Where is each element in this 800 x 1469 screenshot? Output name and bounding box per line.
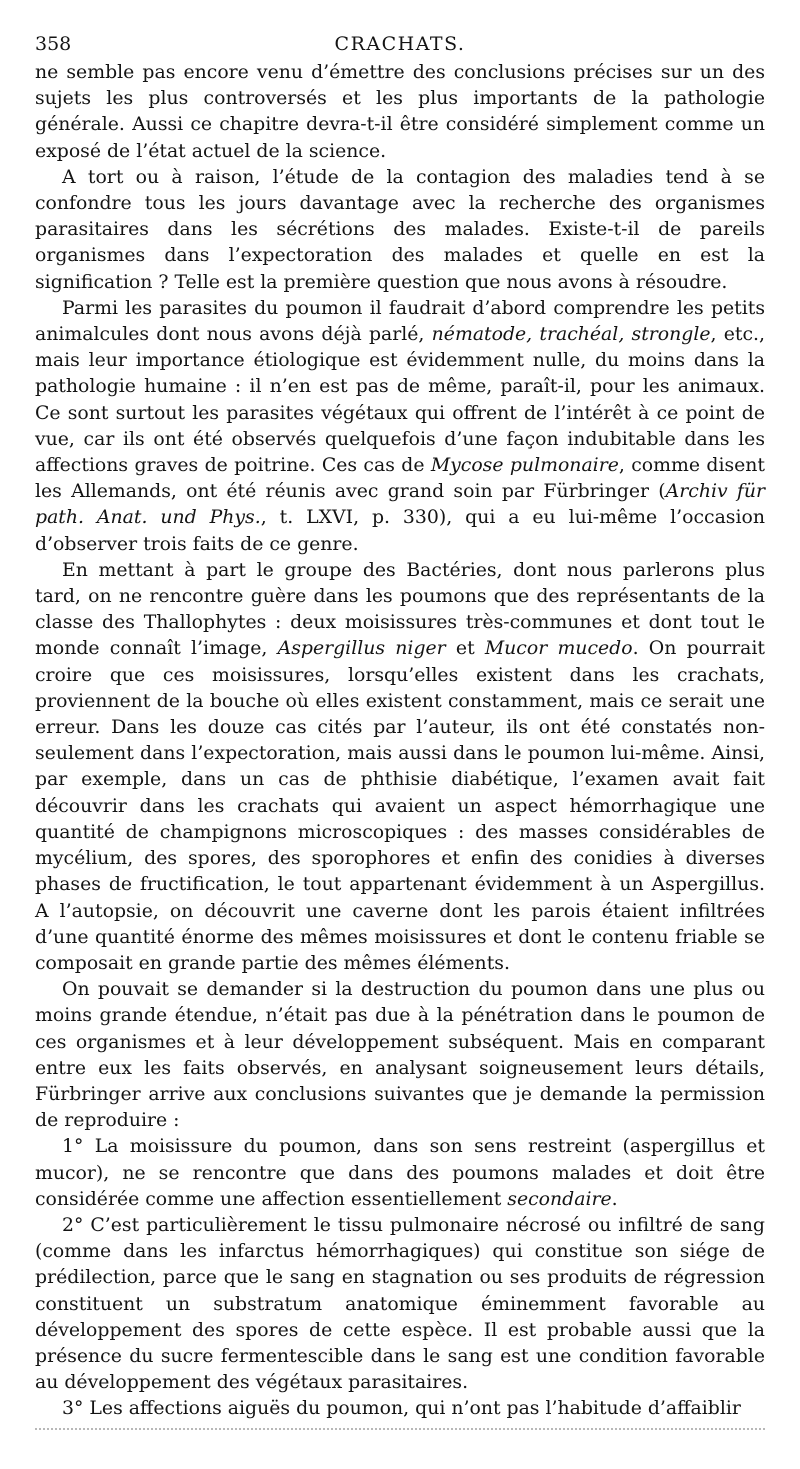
bottom-rule xyxy=(35,1428,765,1430)
page-number: 358 xyxy=(35,33,72,55)
paragraph xyxy=(35,165,765,296)
text-run: et xyxy=(445,638,485,660)
paragraph xyxy=(35,296,765,558)
paragraph xyxy=(35,1396,765,1422)
text-run: En mettant à part le groupe des Bactéries, dont nous parlerons plus tard, on ne rencontre guère dans les poumons que des représentants de la classe des Thallophytes : deux moisissures très-communes et dont tout le monde connaît l’image, xyxy=(35,559,765,660)
italic-text: secondaire xyxy=(507,1188,612,1210)
italic-text: Mucor mucedo xyxy=(484,638,633,660)
text-run: Parmi les parasites du poumon il faudrait d’abord comprendre les petits animalcules dont nous avons déjà parlé, xyxy=(35,297,765,346)
text-run: On pouvait se demander si la destruction du poumon dans une plus ou moins grande étendue, n’était pas due à la pénétration dans le poumon de ces organismes et à leur développement subséquent. Mais en comparant entre eux les faits observés, en analysant soigneusement leurs détails, Fürbringer arrive aux conclusions suivantes que je demande la permission de reproduire : xyxy=(35,979,765,1132)
italic-text: Mycose pulmonaire xyxy=(430,455,619,477)
text-run: . xyxy=(611,1188,618,1210)
text-run: 1° La moisissure du poumon, dans son sens restreint (aspergillus et mucor), ne se rencontre que dans des poumons malades et doit être considérée comme une affection essentiellement xyxy=(35,1136,765,1210)
text-run: ne semble pas encore venu d’émettre des conclusions précises sur un des sujets les plus controversés et les plus importants de la pathologie générale. Aussi ce chapitre devra-t-il être considéré simplement comme un exposé de l’état actuel de la science. xyxy=(35,62,765,162)
paragraph xyxy=(35,558,765,977)
italic-text: nématode, trachéal, strongle xyxy=(431,324,711,346)
paragraph xyxy=(35,60,765,165)
text-run: 3° Les affections aiguës du poumon, qui n’ont pas l’habitude d’affaiblir xyxy=(62,1398,741,1420)
text-run: , etc., mais leur importance étiologique est évidemment nulle, du moins dans la pathologie humaine : il n’en est pas de même, paraît-il, pour les animaux. Ce sont surtout les parasites végétaux qui offrent de l’intérêt à ce point de vue, car ils ont été observés quelquefois d’une façon indubitable dans les affections graves de poitrine. Ces cas de xyxy=(35,324,765,477)
text-run: , t. LXVI, p. 330), qui a eu lui-même l’occasion d’observer trois faits de ce genre. xyxy=(35,507,765,555)
paragraph xyxy=(35,977,765,1134)
body-text xyxy=(35,60,765,1423)
book-page xyxy=(35,28,765,1423)
text-run: A tort ou à raison, l’étude de la contagion des maladies tend à se confondre tous les jours davantage avec la recherche des organismes parasitaires dans les sécrétions des malades. Existe-t-il de pareils organismes dans l’expectoration des malades et quelle en est la signification ? Telle est la première question que nous avons à résoudre. xyxy=(35,166,765,293)
text-run: 2° C’est particulièrement le tissu pulmonaire nécrosé ou infiltré de sang (comme dans les infarctus hémorrhagiques) qui constitue son siége de prédilection, parce que le sang en stagnation ou ses produits de régression constituent un substratum anatomique éminemment favorable au développement des spores de cette espèce. Il est probable aussi que la présence du sucre fermentescible dans le sang est une condition favorable au développement des végétaux parasitaires. xyxy=(35,1214,765,1394)
italic-text: Aspergillus niger xyxy=(277,638,446,660)
text-run: . On pourrait croire que ces moisissures, lorsqu’elles existent dans les crachats, proviennent de la bouche où elles existent constamment, mais ce serait une erreur. Dans les douze cas cités par l’auteur, ils ont été constatés non-seulement dans l’expectoration, mais aussi dans le poumon lui-même. Ainsi, par exemple, dans un cas de phthisie diabétique, l’examen avait fait découvrir dans les crachats qui avaient un aspect hémorrhagique une quantité de champignons microscopiques : des masses considérables de mycélium, des spores, des sporophores et enfin des conidies à diverses phases de fructification, le tout appartenant évidemment à un Aspergillus. A l’autopsie, on découvrit une caverne dont les parois étaient infiltrées d’une quantité énorme des mêmes moisissures et dont le contenu friable se composait en grande partie des mêmes éléments. xyxy=(35,638,765,974)
paragraph xyxy=(35,1213,765,1396)
text-run: , comme disent les Allemands, ont été réunis avec grand soin par Fürbringer ( xyxy=(35,455,765,503)
running-head xyxy=(35,28,765,60)
paragraph xyxy=(35,1134,765,1213)
running-title: CRACHATS. xyxy=(334,33,466,55)
italic-text: Archiv für path. Anat. und Phys. xyxy=(35,481,765,529)
